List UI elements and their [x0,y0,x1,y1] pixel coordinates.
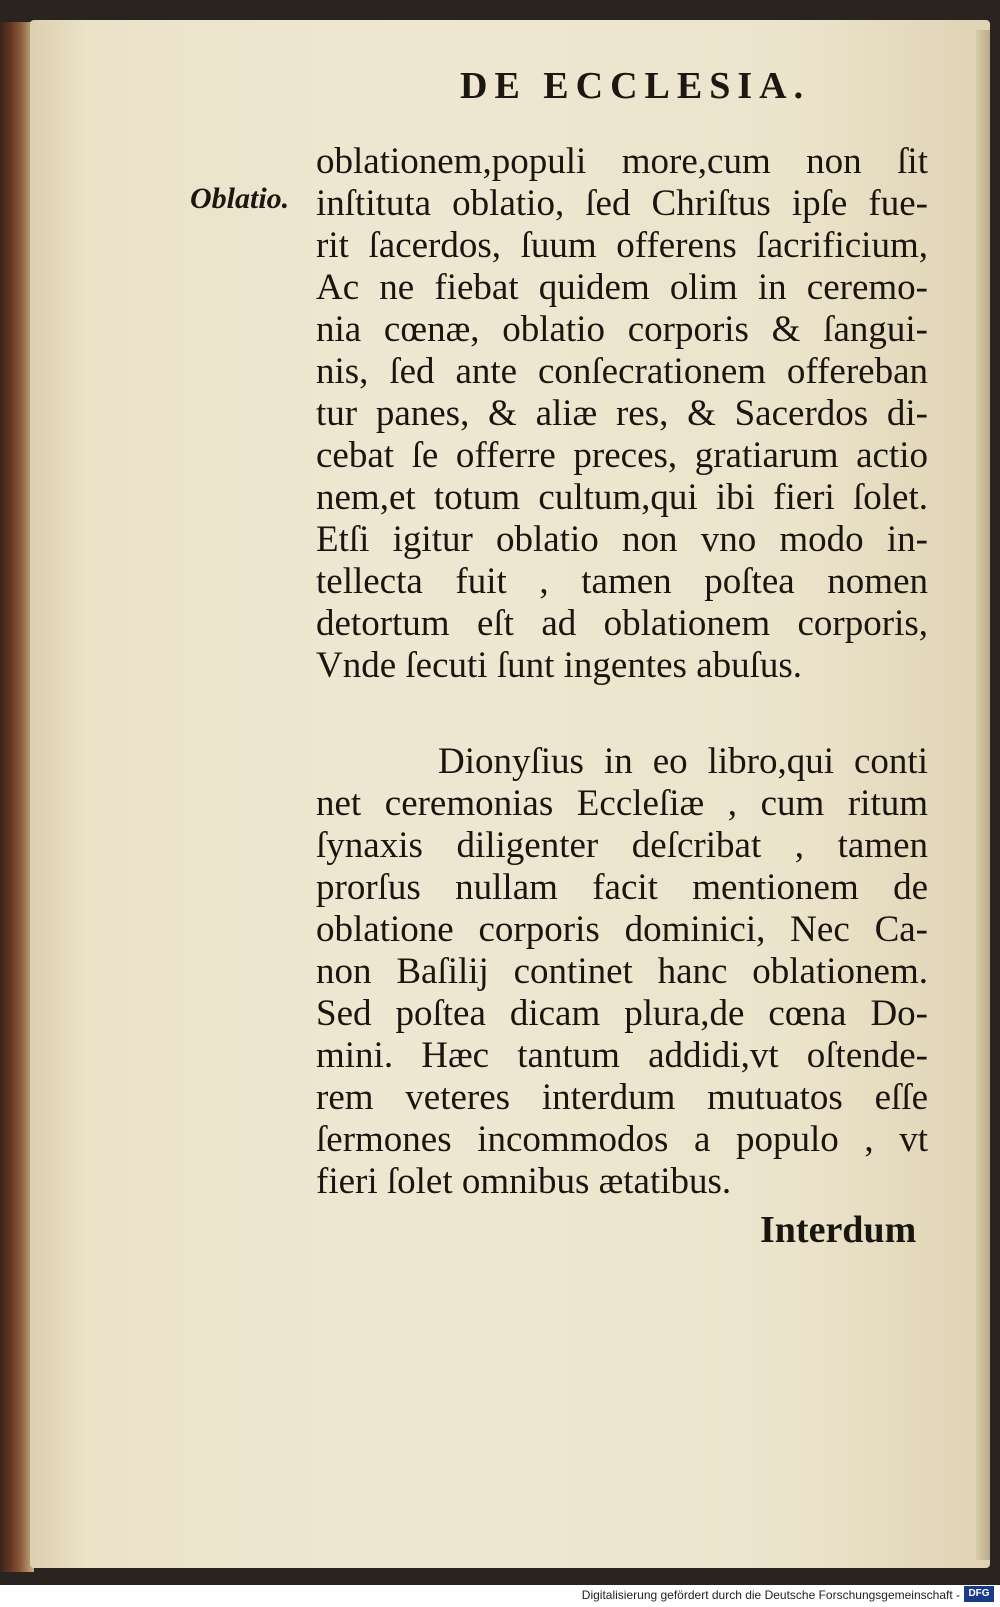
text-line: nia cœnæ, oblatio corporis & ſangui- [316,309,928,350]
text-line: Vnde ſecuti ſunt ingentes abuſus. [316,645,803,686]
digitization-credit: Digitalisierung gefördert durch die Deutsche Forschungsgemeinschaft - [581,1588,960,1602]
book-spine [0,22,34,1572]
text-line: mini. Hæc tantum addidi,vt oſtende- [316,1035,928,1076]
page-edge [976,30,990,1560]
text-line: oblationem,populi more,cum non ſit [316,141,928,182]
text-line: Dionyſius in eo libro,qui conti [438,741,928,782]
margin-note: Oblatio. [190,182,290,215]
text-line: nem,et totum cultum,qui ibi fieri ſolet. [316,477,928,518]
dfg-logo: DFG [964,1586,994,1602]
text-line: inſtituta oblatio, ſed Chriſtus ipſe fue- [316,183,928,224]
text-line: ſynaxis diligenter deſcribat , tamen [316,825,928,866]
text-line: Sed poſtea dicam plura,de cœna Do- [316,993,928,1034]
catchword: Interdum [760,1209,917,1251]
text-line: non Baſilij continet hanc oblationem. [316,951,928,992]
text-line: tur panes, & aliæ res, & Sacerdos di- [316,393,928,434]
text-line: ſermones incommodos a populo , vt [316,1119,928,1160]
text-line: oblatione corporis dominici, Nec Ca- [316,909,928,950]
text-line: Etſi igitur oblatio non vno modo in- [316,519,928,560]
text-line: net ceremonias Eccleſiæ , cum ritum [316,783,928,824]
text-line: nis, ſed ante conſecrationem offereban [316,351,928,392]
text-line: rem veteres interdum mutuatos eſſe [316,1077,928,1118]
text-line: cebat ſe offerre preces, gratiarum actio [316,435,928,476]
text-line: prorſus nullam facit mentionem de [316,867,928,908]
text-line: tellecta fuit , tamen poſtea nomen [316,561,928,602]
text-line: Ac ne fiebat quidem olim in ceremo- [316,267,928,308]
text-line: fieri ſolet omnibus ætatibus. [316,1161,732,1202]
text-line: detortum eſt ad oblationem corporis, [316,603,928,644]
text-line: rit ſacerdos, ſuum offerens ſacrificium, [316,225,928,266]
running-head: DE ECCLESIA. [460,65,811,107]
